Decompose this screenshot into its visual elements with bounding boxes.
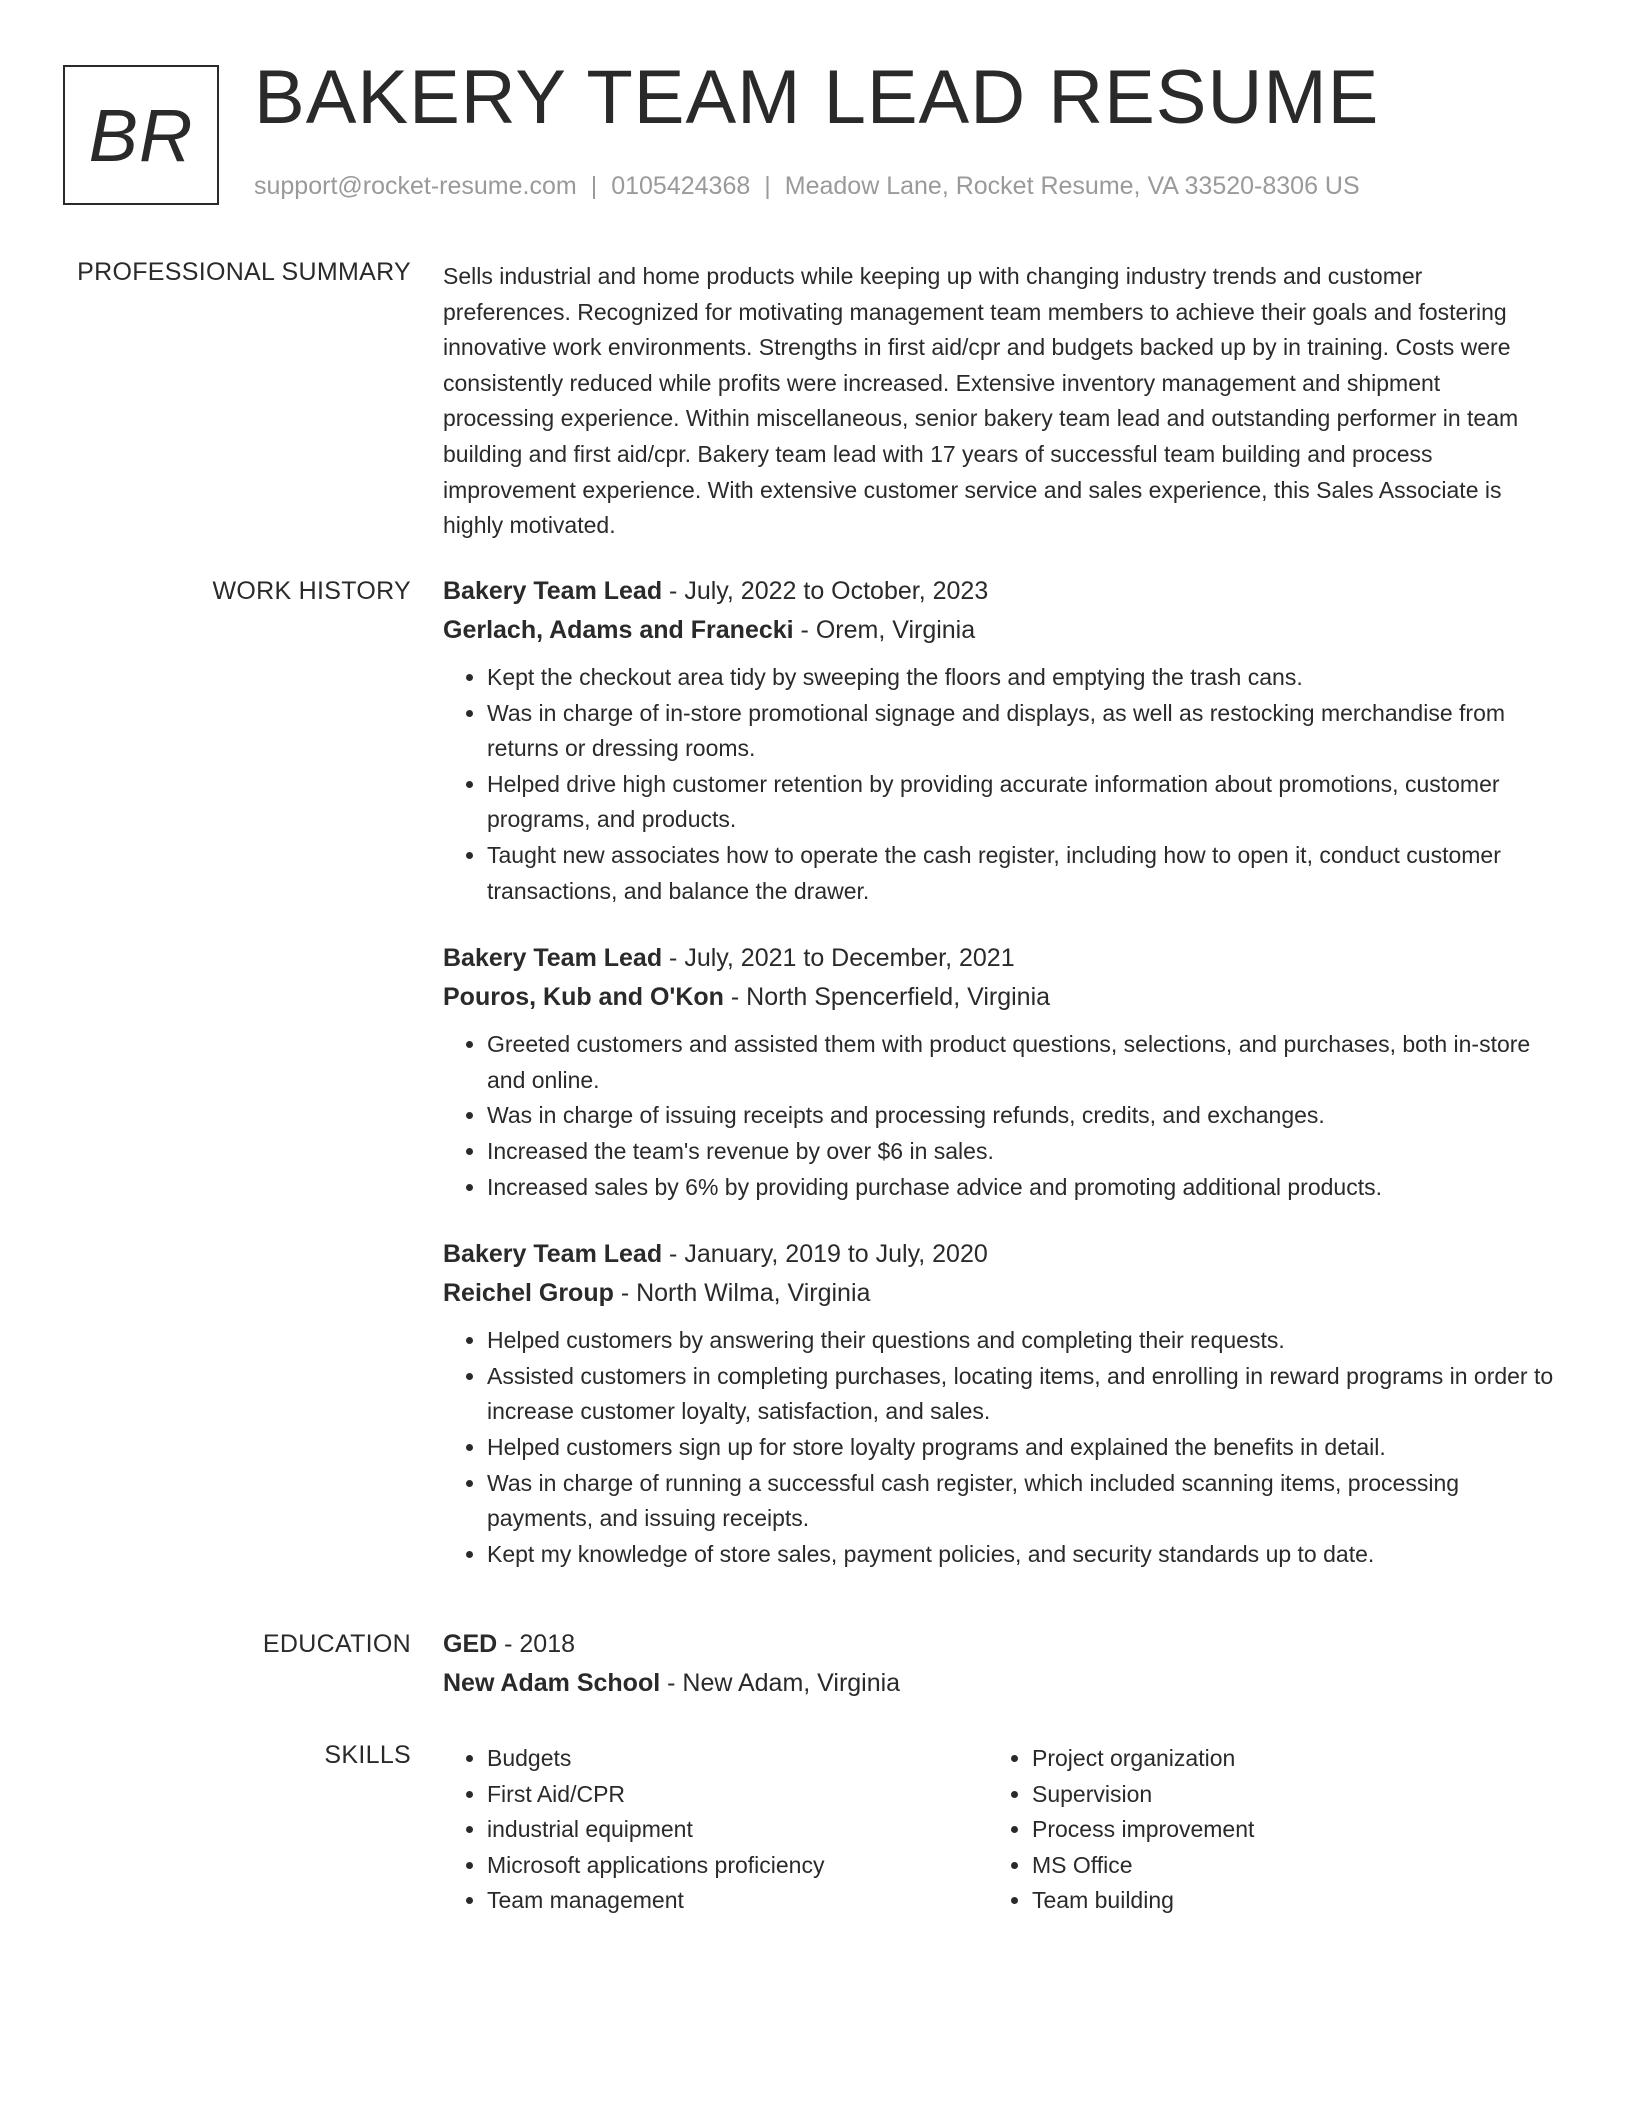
education-location: New Adam, Virginia bbox=[682, 1669, 901, 1697]
job-company-line: Gerlach, Adams and Franecki - Orem, Virginia bbox=[443, 616, 976, 644]
contact-separator: | bbox=[590, 172, 598, 200]
section-label-skills: SKILLS bbox=[324, 1741, 411, 1769]
skill-item: • industrial equipment bbox=[487, 1812, 988, 1848]
skills-grid bbox=[443, 1741, 1555, 1919]
skill-item: • Team management bbox=[487, 1883, 988, 1919]
contact-email: support@rocket-resume.com bbox=[254, 172, 577, 200]
skill-item: • Project organization bbox=[1032, 1741, 1533, 1777]
job-title-line: Bakery Team Lead - January, 2019 to July, 2020 bbox=[443, 1240, 988, 1269]
job-location: North Wilma, Virginia bbox=[636, 1279, 871, 1308]
job-bullet: • Was in charge of issuing receipts and processing refunds, credits, and exchanges. bbox=[487, 1098, 1555, 1134]
education-school-line: New Adam School - New Adam, Virginia bbox=[443, 1669, 901, 1697]
job-title-line: Bakery Team Lead - July, 2022 to October, 2023 bbox=[443, 577, 989, 605]
skill-item: • Microsoft applications proficiency bbox=[487, 1848, 988, 1884]
job-bullet: • Assisted customers in completing purchases, locating items, and enrolling in reward programs in order to increase customer loyalty, satisfaction, and sales. bbox=[487, 1359, 1555, 1430]
job-title: Bakery Team Lead bbox=[443, 577, 663, 605]
job-dates: January, 2019 to July, 2020 bbox=[684, 1240, 988, 1269]
job-bullets bbox=[443, 1027, 1555, 1205]
job-entry bbox=[443, 572, 1555, 909]
job-bullet: • Helped customers sign up for store loyalty programs and explained the benefits in detail. bbox=[487, 1430, 1555, 1466]
education-year: 2018 bbox=[519, 1630, 576, 1658]
skill-item: • Budgets bbox=[487, 1741, 988, 1777]
job-bullet: • Kept the checkout area tidy by sweeping the floors and emptying the trash cans. bbox=[487, 660, 1555, 696]
contact-address: Meadow Lane, Rocket Resume, VA 33520-8306 US bbox=[784, 172, 1360, 200]
job-bullet: • Helped drive high customer retention by providing accurate information about promotions, customer programs, and products. bbox=[487, 767, 1555, 838]
education-degree: GED bbox=[443, 1630, 498, 1658]
job-company: Gerlach, Adams and Franecki bbox=[443, 616, 794, 644]
job-company: Reichel Group bbox=[443, 1279, 614, 1308]
skills-column-right bbox=[988, 1741, 1533, 1919]
job-bullet: • Was in charge of running a successful cash register, which included scanning items, processing payments, and issuing receipts. bbox=[487, 1466, 1555, 1537]
contact-phone: 0105424368 bbox=[611, 172, 751, 200]
job-bullets bbox=[443, 1323, 1555, 1572]
job-bullet: • Greeted customers and assisted them with product questions, selections, and purchases, both in-store and online. bbox=[487, 1027, 1555, 1098]
job-entry bbox=[443, 939, 1555, 1205]
skills-column-left bbox=[443, 1741, 988, 1919]
job-dates: July, 2021 to December, 2021 bbox=[684, 944, 1015, 973]
job-company-line: Pouros, Kub and O'Kon - North Spencerfield, Virginia bbox=[443, 983, 1051, 1012]
page-title: BAKERY TEAM LEAD RESUME bbox=[254, 55, 1380, 140]
job-location: Orem, Virginia bbox=[815, 616, 976, 644]
section-label-education: EDUCATION bbox=[262, 1630, 411, 1658]
skill-item: • Supervision bbox=[1032, 1777, 1533, 1813]
job-bullet: • Was in charge of in-store promotional signage and displays, as well as restocking merchandise from returns or dressing rooms. bbox=[487, 696, 1555, 767]
contact-separator: | bbox=[764, 172, 771, 200]
job-bullet: • Increased the team's revenue by over $6 in sales. bbox=[487, 1134, 1555, 1170]
job-title: Bakery Team Lead bbox=[443, 1240, 663, 1269]
job-bullet: • Increased sales by 6% by providing purchase advice and promoting additional products. bbox=[487, 1170, 1555, 1206]
job-title: Bakery Team Lead bbox=[443, 944, 663, 973]
skill-item: • Team building bbox=[1032, 1883, 1533, 1919]
skill-item: • Process improvement bbox=[1032, 1812, 1533, 1848]
job-bullets bbox=[443, 660, 1555, 909]
job-company: Pouros, Kub and O'Kon bbox=[443, 983, 724, 1012]
job-bullet: • Kept my knowledge of store sales, payment policies, and security standards up to date. bbox=[487, 1537, 1555, 1573]
monogram-logo: BR bbox=[63, 65, 219, 205]
job-title-line: Bakery Team Lead - July, 2021 to December, 2021 bbox=[443, 944, 1015, 973]
contact-line bbox=[254, 172, 1360, 201]
job-company-line: Reichel Group - North Wilma, Virginia bbox=[443, 1279, 871, 1308]
education-school: New Adam School bbox=[443, 1669, 661, 1697]
job-bullet: • Helped customers by answering their questions and completing their requests. bbox=[487, 1323, 1555, 1359]
skill-item: • MS Office bbox=[1032, 1848, 1533, 1884]
summary-text: Sells industrial and home products while keeping up with changing industry trends and customer preferences. Recognized for motivating management team members to achieve their goals and fostering innovative work environments. Strengths in first aid/cpr and budgets backed up by in training. Costs were consistently reduced while profits were increased. Extensive inventory management and shipment processing experience. Within miscellaneous, senior bakery team lead and outstanding performer in team building and first aid/cpr. Bakery team lead with 17 years of successful team building and process improvement experience. With extensive customer service and sales experience, this Sales Associate is highly motivated. bbox=[443, 263, 1519, 539]
education-degree-line: GED - 2018 bbox=[443, 1630, 576, 1658]
skill-item: • First Aid/CPR bbox=[487, 1777, 988, 1813]
section-label-work-history: WORK HISTORY bbox=[212, 577, 411, 605]
section-label-summary: PROFESSIONAL SUMMARY bbox=[77, 258, 411, 286]
job-dates: July, 2022 to October, 2023 bbox=[684, 577, 989, 605]
job-location: North Spencerfield, Virginia bbox=[746, 983, 1051, 1012]
job-bullet: • Taught new associates how to operate the cash register, including how to open it, conduct customer transactions, and balance the drawer. bbox=[487, 838, 1555, 909]
job-entry bbox=[443, 1235, 1555, 1572]
